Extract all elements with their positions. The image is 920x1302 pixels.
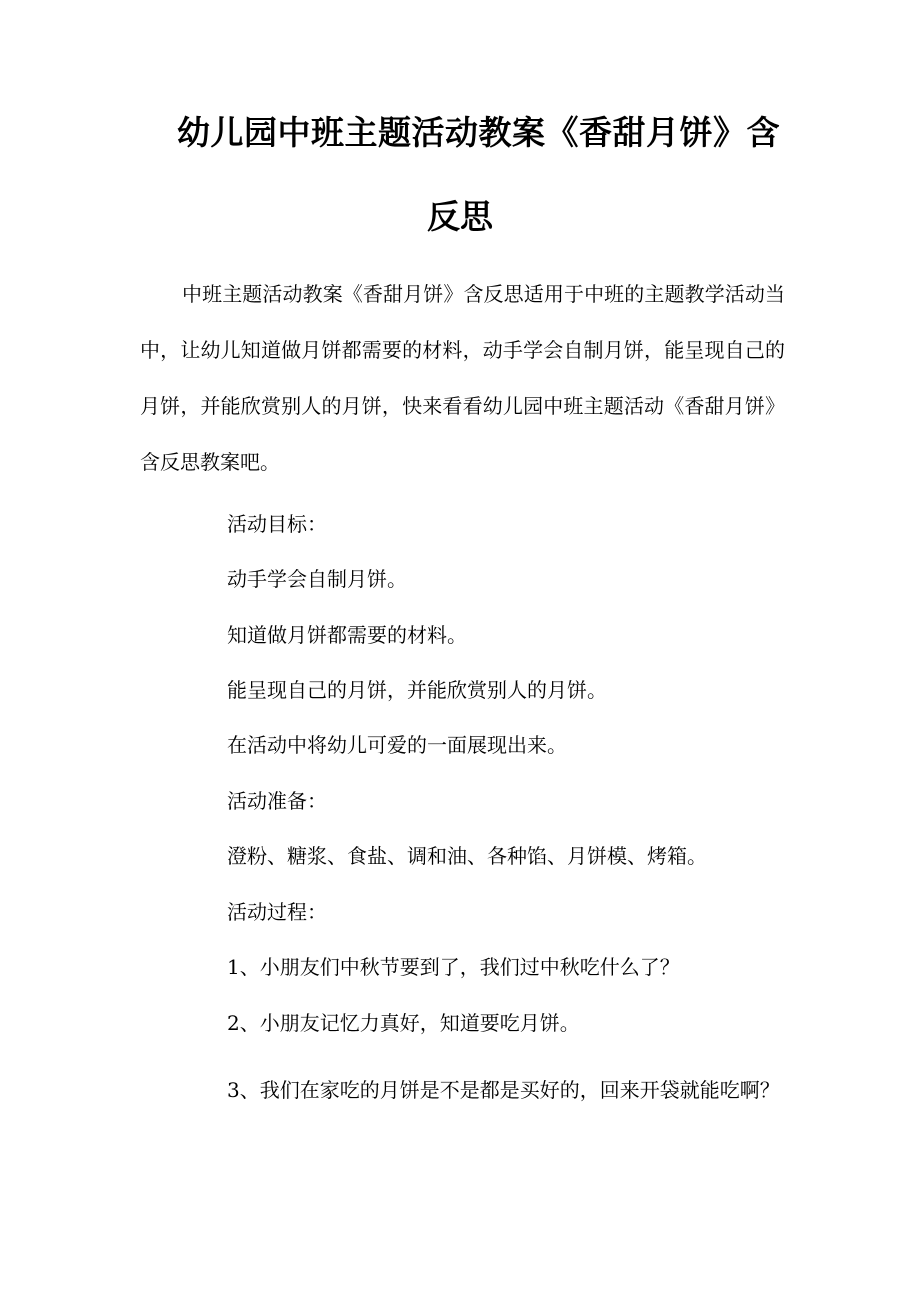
goal-item-3: 能呈现自己的月饼，并能欣赏别人的月饼。 <box>227 678 607 702</box>
goal-item-1: 动手学会自制月饼。 <box>227 567 407 591</box>
process-step-2: 2、小朋友记忆力真好，知道要吃月饼。 <box>227 1011 580 1035</box>
document-title-line-2: 反思 <box>427 197 493 236</box>
goals-heading: 活动目标： <box>227 512 327 536</box>
goal-item-4: 在活动中将幼儿可爱的一面展现出来。 <box>227 733 567 757</box>
document-title-line-1: 幼儿园中班主题活动教案《香甜月饼》含 <box>177 113 780 152</box>
process-step-1: 1、小朋友们中秋节要到了，我们过中秋吃什么了？ <box>227 955 680 979</box>
prep-items: 澄粉、糖浆、食盐、调和油、各种馅、月饼模、烤箱。 <box>227 844 707 868</box>
goal-item-2: 知道做月饼都需要的材料。 <box>227 623 467 647</box>
prep-heading: 活动准备： <box>227 789 327 813</box>
process-heading: 活动过程： <box>227 900 327 924</box>
process-step-3: 3、我们在家吃的月饼是不是都是买好的，回来开袋就能吃啊？ <box>227 1078 780 1102</box>
intro-paragraph: 中班主题活动教案《香甜月饼》含反思适用于中班的主题教学活动当中，让幼儿知道做月饼都需要的材料，动手学会自制月饼，能呈现自己的月饼，并能欣赏别人的月饼，快来看看幼儿园中班主题活动《香甜月饼》含反思教案吧。 <box>140 282 785 474</box>
